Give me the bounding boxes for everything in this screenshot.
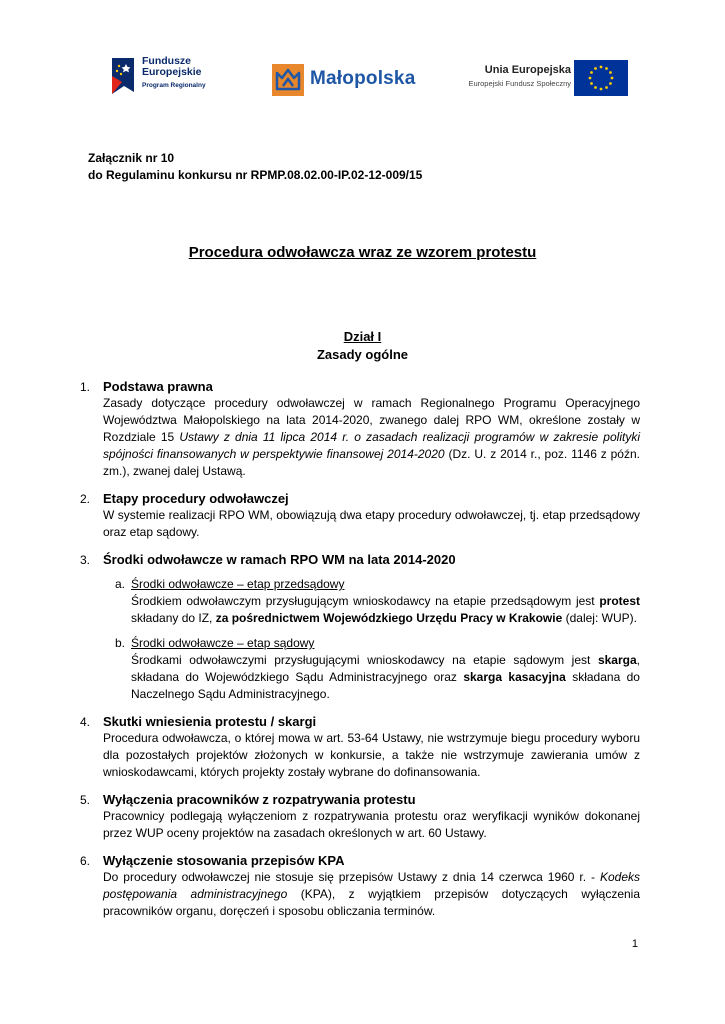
item-body: Procedura odwoławcza, o której mowa w art. 53-64 Ustawy, nie wstrzymuje biegu procedury wyboru dla pozostałych projektów złożonych w konkursie, a także nie wstrzymuje zawierania umów z wnioskodawcami, których projekty zostały wybrane do dofinansowania.	[103, 731, 640, 779]
item-body: Pracownicy podlegają wyłączeniom z rozpatrywania protestu oraz weryfikacji wyników dokonanej przez WUP oceny projektów na zasadach określonych w art. 60 Ustawy.	[103, 809, 640, 840]
list-item	[80, 713, 640, 781]
item-heading: Podstawa prawna	[103, 379, 213, 394]
fe-line1: Fundusze	[142, 55, 191, 67]
item-number: 5.	[80, 793, 91, 807]
list-item	[80, 791, 640, 842]
body-text: Zasady dotyczące procedury odwoławczej w ramach Regionalnego Programu Operacyjnego Województwa Małopolskiego na lata 2014-2020, zwanego dalej RPO WM, określone zostały w Rozdziale 15	[103, 396, 640, 444]
body-text: , składana do Wojewódzkiego Sądu Administracyjnego oraz	[131, 653, 640, 684]
list-item	[80, 490, 640, 541]
malopolska-name: Małopolska	[310, 68, 416, 89]
sub-item-heading: Środki odwoławcze – etap przedsądowy	[131, 577, 345, 591]
sub-item	[103, 635, 640, 703]
item-number: 4.	[80, 715, 91, 729]
body-text: składany do IZ,	[131, 611, 216, 625]
annex-header	[88, 150, 422, 184]
malopolska-crown-icon	[272, 64, 304, 96]
item-heading: Wyłączenia pracowników z rozpatrywania protestu	[103, 792, 416, 807]
fundusze-europejskie-logo	[108, 54, 248, 100]
body-bold: skarga kasacyjna	[463, 670, 566, 684]
annex-line1: Załącznik nr 10	[88, 151, 175, 165]
sub-item-body	[131, 652, 640, 703]
section-name: Zasady ogólne	[316, 347, 409, 362]
item-heading: Wyłączenie stosowania przepisów KPA	[103, 853, 345, 868]
ue-subtitle: Europejski Fundusz Społeczny	[468, 79, 571, 88]
fundusze-europejskie-emblem	[108, 56, 138, 96]
body-bold: skarga	[597, 653, 637, 667]
body-bold: za pośrednictwem Wojewódzkiego Urzędu Pracy w Krakowie	[215, 611, 563, 625]
body-text: składana do Naczelnego Sądu Administracyjnego.	[131, 670, 640, 701]
sub-item-body	[131, 593, 640, 627]
list-item	[80, 852, 640, 920]
fe-line2: Europejskie	[142, 66, 202, 78]
header-logos	[0, 52, 725, 104]
item-number: 2.	[80, 492, 91, 506]
ue-title: Unia Europejska	[484, 64, 571, 76]
item-number: 3.	[80, 553, 91, 567]
body-italic: Kodeks postępowania administracyjnego	[103, 870, 640, 901]
item-heading: Skutki wniesienia protestu / skargi	[103, 714, 317, 729]
malopolska-logo	[272, 64, 432, 98]
sub-item-letter: b.	[115, 636, 126, 650]
body-text: (Dz. U. z 2014 r., poz. 1146 z późn. zm.), zwanej dalej Ustawą.	[103, 447, 640, 478]
item-heading: Środki odwoławcze w ramach RPO WM na lata 2014-2020	[103, 552, 456, 567]
body-text: Środkiem odwoławczym przysługującym wnioskodawcy na etapie przedsądowym jest	[131, 594, 600, 608]
unia-europejska-logo	[456, 60, 631, 100]
section-label: Dział I	[343, 329, 382, 344]
body-text: (KPA), z wyjątkiem przepisów dotyczących wyłączenia pracowników organu, doręczeń i sposobu obliczania terminów.	[103, 887, 641, 918]
item-body: W systemie realizacji RPO WM, obowiązują dwa etapy procedury odwoławczej, tj. etap przedsądowy oraz etap sądowy.	[103, 508, 640, 539]
document-title: Procedura odwoławcza wraz ze wzorem protestu	[188, 244, 537, 261]
item-number: 1.	[80, 380, 91, 394]
items-list	[80, 378, 640, 930]
body-italic: Ustawy z dnia 11 lipca 2014 r. o zasadach realizacji programów w zakresie polityki spójności finansowanych w perspektywie finansowej 2014-2020	[103, 430, 640, 461]
body-text: (dalej: WUP).	[562, 611, 637, 625]
section-heading	[0, 328, 725, 364]
list-item	[80, 551, 640, 703]
body-text: Środkami odwoławczymi przysługującymi wnioskodawcy na etapie sądowym jest	[131, 653, 598, 667]
body-bold: protest	[599, 594, 640, 608]
item-number: 6.	[80, 854, 91, 868]
page-number: 1	[631, 938, 638, 950]
sub-item	[103, 576, 640, 627]
sub-item-letter: a.	[115, 577, 126, 591]
sub-item-heading: Środki odwoławcze – etap sądowy	[131, 636, 315, 650]
item-body	[103, 395, 640, 480]
annex-line2: do Regulaminu konkursu nr RPMP.08.02.00-IP.02-12-009/15	[88, 168, 423, 182]
item-heading: Etapy procedury odwoławczej	[103, 491, 289, 506]
fe-line3: Program Regionalny	[142, 82, 206, 89]
item-body	[103, 869, 640, 920]
list-item	[80, 378, 640, 480]
eu-flag-icon	[574, 60, 628, 96]
body-text: Do procedury odwoławczej nie stosuje się przepisów Ustawy z dnia 14 czerwca 1960 r. -	[103, 870, 600, 884]
